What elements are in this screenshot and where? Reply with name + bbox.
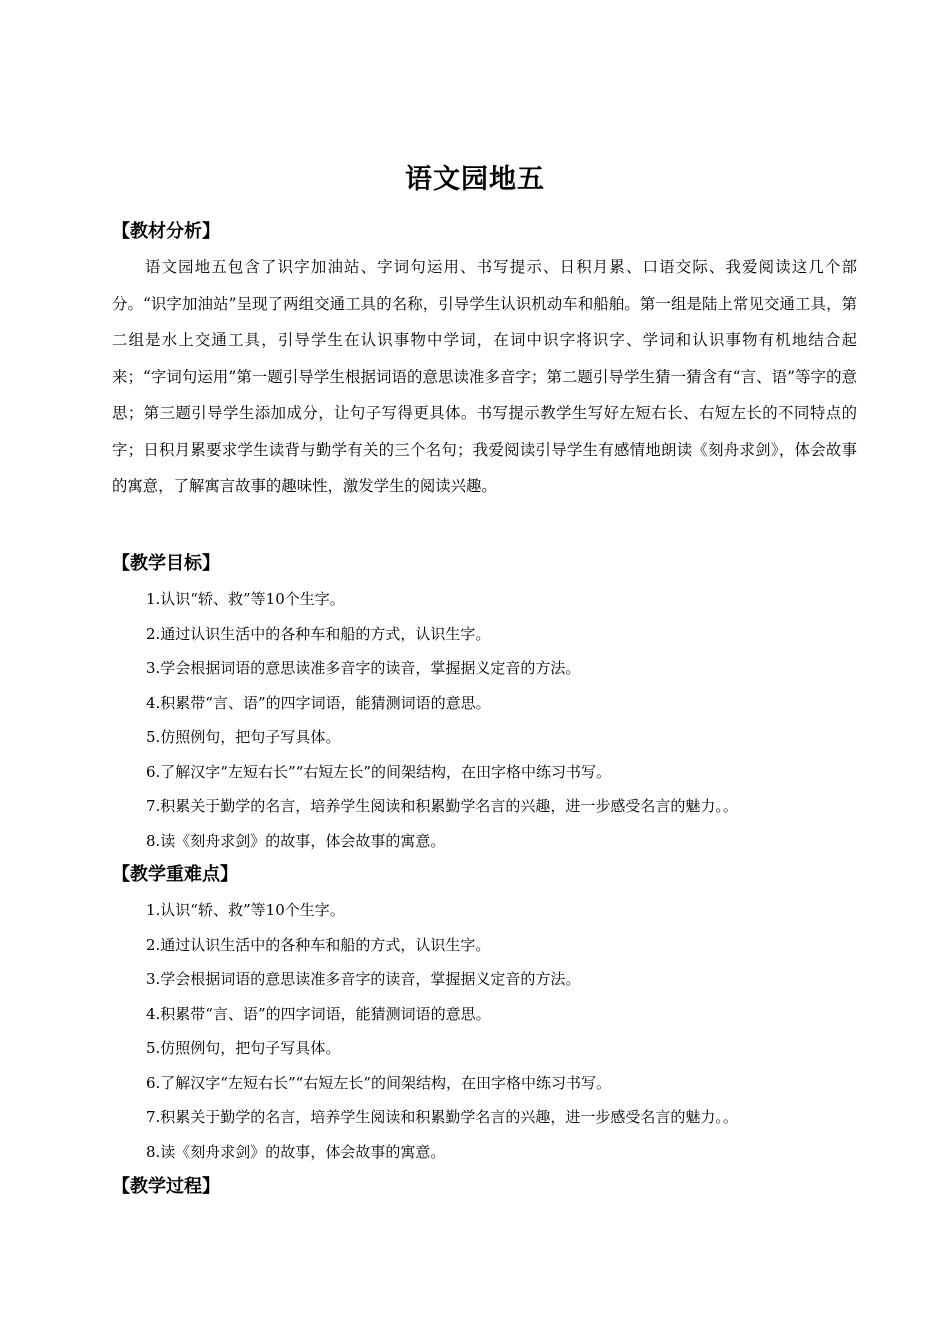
section-heading-process: 【教学过程】 <box>112 1176 220 1197</box>
list-item: 5.仿照例句，把句子写具体。 <box>146 728 341 746</box>
section-heading-key-points: 【教学重难点】 <box>112 864 238 885</box>
list-item: 2.通过认识生活中的各种车和船的方式，认识生字。 <box>146 624 491 643</box>
list-item: 2.通过认识生活中的各种车和船的方式，认识生字。 <box>146 935 491 954</box>
section-process <box>112 1172 857 1202</box>
list-item: 3.学会根据词语的意思读准多音字的读音，掌握据义定音的方法。 <box>146 659 581 677</box>
analysis-paragraph: 语文园地五包含了识字加油站、字词句运用、书写提示、日积月累、口语交际、我爱阅读这几个部分。“识字加油站”呈现了两组交通工具的名称，引导学生认识机动车和船舶。第一组是陆上常见交通工具，第二组是水上交通工具，引导学生在认识事物中学词，在词中识字将识字、学词和认识事物有机地结合起来；“字词句运用”第一题引导学生根据词语的意思读准多音字；第二题引导学生猜一猜含有“言、语”等字的意思；第三题引导学生添加成分，让句子写得更具体。书写提示教学生写好左短右长、右短左长的不同特点的字；日积月累要求学生读背与勤学有关的三个名句；我爱阅读引导学生有感情地朗读《刻舟求剑》，体会故事的寓意，了解寓言故事的趣味性，激发学生的阅读兴趣。 <box>112 258 857 495</box>
section-heading-analysis: 【教材分析】 <box>112 221 220 242</box>
list-item: 7.积累关于勤学的名言，培养学生阅读和积累勤学名言的兴趣，进一步感受名言的魅力。。 <box>146 1108 738 1126</box>
list-item: 8.读《刻舟求剑》的故事，体会故事的寓意。 <box>146 831 446 850</box>
section-key-points <box>112 860 857 1169</box>
list-item: 1.认识“轿、救”等10个生字。 <box>146 590 345 608</box>
list-item: 6.了解汉字“左短右长”“右短左长”的间架结构，在田字格中练习书写。 <box>146 1073 611 1092</box>
key-points-list <box>112 893 857 1169</box>
list-item: 4.积累带“言、语”的四字词语，能猜测词语的意思。 <box>146 693 491 712</box>
list-item: 4.积累带“言、语”的四字词语，能猜测词语的意思。 <box>146 1004 491 1023</box>
list-item: 3.学会根据词语的意思读准多音字的读音，掌握据义定音的方法。 <box>146 970 581 988</box>
section-analysis <box>112 217 857 505</box>
goals-list <box>112 582 857 858</box>
list-item: 6.了解汉字“左短右长”“右短左长”的间架结构，在田字格中练习书写。 <box>146 762 611 781</box>
page-title: 语文园地五 <box>405 164 545 195</box>
list-item: 5.仿照例句，把句子写具体。 <box>146 1039 341 1057</box>
section-goals <box>112 549 857 858</box>
list-item: 1.认识“轿、救”等10个生字。 <box>146 901 345 919</box>
list-item: 7.积累关于勤学的名言，培养学生阅读和积累勤学名言的兴趣，进一步感受名言的魅力。。 <box>146 797 738 815</box>
section-heading-goals: 【教学目标】 <box>112 553 220 574</box>
list-item: 8.读《刻舟求剑》的故事，体会故事的寓意。 <box>146 1142 446 1161</box>
